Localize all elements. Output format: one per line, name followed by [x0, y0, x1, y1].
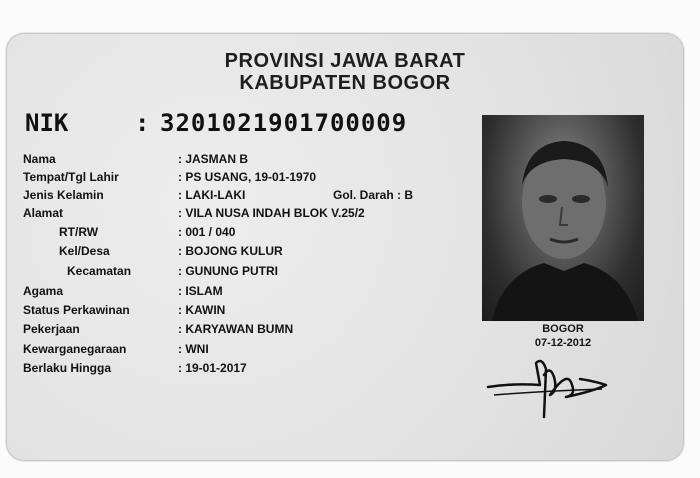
holder-photo: [482, 115, 644, 321]
id-card: [6, 33, 684, 461]
field-value: : PS USANG, 19-01-1970: [178, 170, 317, 184]
field-label: Pekerjaan: [23, 322, 80, 336]
portrait-silhouette: [482, 115, 644, 321]
field-label: Kewarganegaraan: [23, 342, 127, 356]
blood-type: Gol. Darah : B: [333, 188, 414, 202]
field-value: : VILA NUSA INDAH BLOK V.25/2: [178, 206, 365, 220]
field-label: Jenis Kelamin: [23, 188, 104, 202]
field-value: : 001 / 040: [178, 225, 236, 239]
field-label: Agama: [23, 284, 64, 298]
regency-title: KABUPATEN BOGOR: [239, 72, 451, 94]
field-label: Berlaku Hingga: [23, 361, 112, 375]
field-value: : KARYAWAN BUMN: [178, 322, 294, 336]
issue-city: BOGOR: [542, 323, 584, 335]
nik-number: 3201021901700009: [160, 109, 408, 137]
nik-label: NIK: [25, 109, 69, 137]
field-label: Alamat: [23, 206, 64, 220]
field-value: : 19-01-2017: [178, 361, 247, 375]
issue-date: 07-12-2012: [534, 337, 592, 349]
nik-separator: :: [135, 109, 150, 137]
field-label: Tempat/Tgl Lahir: [23, 170, 119, 184]
field-label: Kecamatan: [67, 264, 132, 278]
field-value: : GUNUNG PUTRI: [178, 264, 278, 278]
field-label: Status Perkawinan: [23, 303, 130, 317]
field-label: Kel/Desa: [59, 244, 110, 258]
signature: [484, 355, 614, 421]
field-value: : LAKI-LAKI: [178, 188, 246, 202]
field-value: : WNI: [178, 342, 209, 356]
field-label: RT/RW: [59, 225, 99, 239]
field-value: : KAWIN: [178, 303, 226, 317]
province-title: PROVINSI JAWA BARAT: [224, 50, 466, 72]
field-value: : ISLAM: [178, 284, 223, 298]
field-value: : BOJONG KULUR: [178, 244, 283, 258]
field-value: : JASMAN B: [178, 152, 249, 166]
field-label: Nama: [23, 152, 56, 166]
